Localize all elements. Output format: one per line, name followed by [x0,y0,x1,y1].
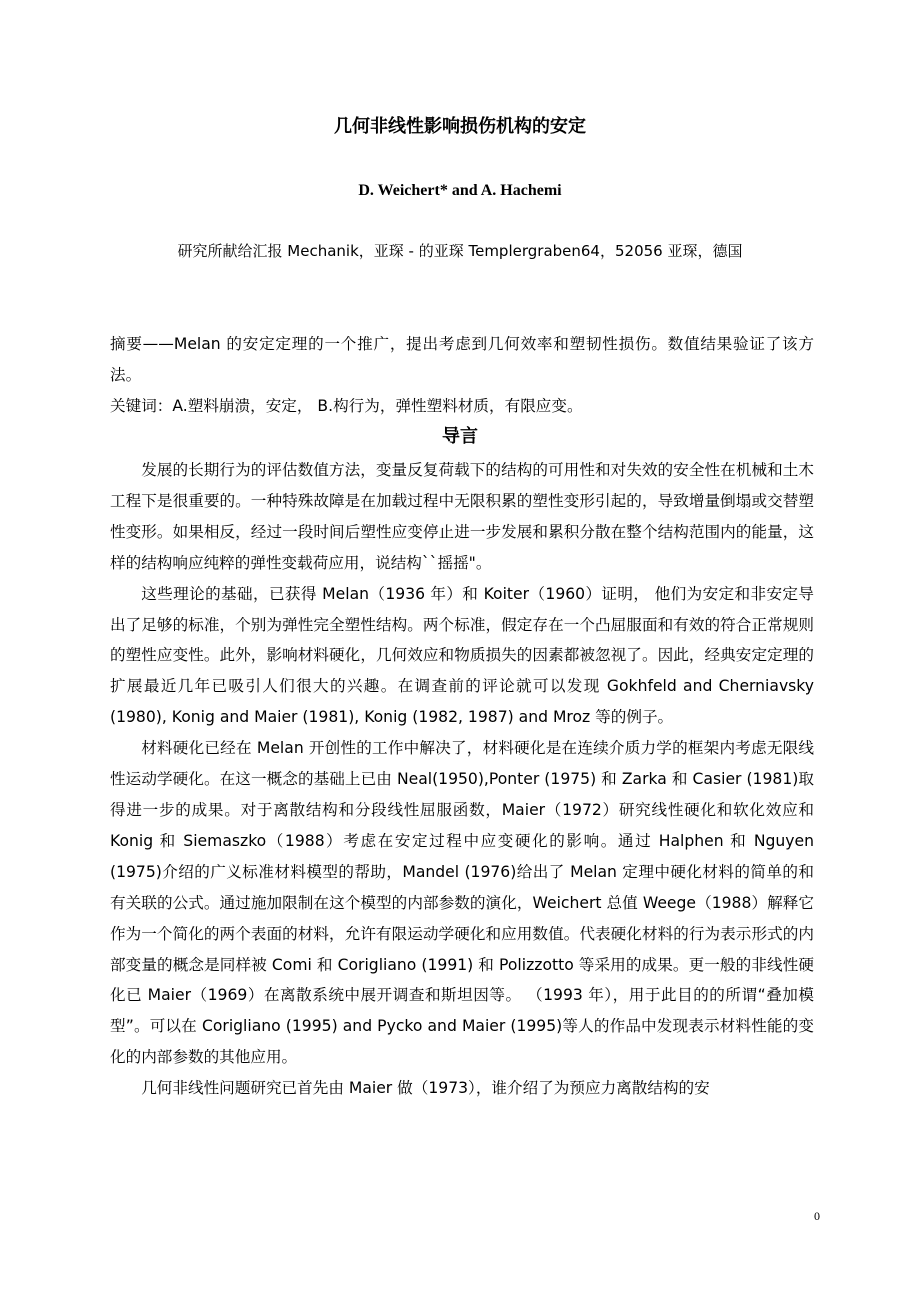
body-paragraph: 材料硬化已经在 Melan 开创性的工作中解决了，材料硬化是在连续介质力学的框架内考虑无限线性运动学硬化。在这一概念的基础上已由 Neal(1950),Ponter (1975) 和 Zarka 和 Casier (1981)取得进一步的成果。对于离散结构和分段线性屈服函数，Maier（1972）研究线性硬化和软化效应和 Konig 和 Siemaszko（1988）考虑在安定过程中应变硬化的影响。通过 Halphen 和 Nguyen (1975)介绍的广义标准材料模型的帮助，Mandel (1976)给出了 Melan 定理中硬化材料的简单的和有关联的公式。通过施加限制在这个模型的内部参数的演化，Weichert 总值 Weege（1988）解释它作为一个简化的两个表面的材料，允许有限运动学硬化和应用数值。代表硬化材料的行为表示形式的内部变量的概念是同样被 Comi 和 Corigliano (1991) 和 Polizzotto 等采用的成果。更一般的非线性硬化已 Maier（1969）在离散系统中展开调查和斯坦因等。 （1993 年），用于此目的的所谓“叠加模型”。可以在 Corigliano (1995) and Pycko and Maier (1995)等人的作品中发现表示材料性能的变化的内部参数的其他应用。 [110,739,814,1067]
page-number: 0 [814,1209,820,1223]
document-affiliation: 研究所献给汇报 Mechanik，亚琛 - 的亚琛 Templergraben64，52056 亚琛，德国 [177,242,743,260]
keywords-text: 关键词：A.塑料崩溃，安定， B.构行为，弹性塑料材质，有限应变。 [110,396,583,415]
introduction-body [110,455,814,1104]
document-title: 几何非线性影响损伤机构的安定 [334,116,586,137]
document-authors: D. Weichert* and A. Hachemi [358,182,562,199]
abstract-text: 摘要——Melan 的安定定理的一个推广，提出考虑到几何效率和塑韧性损伤。数值结果验证了该方法。 [110,335,814,384]
body-paragraph: 这些理论的基础，已获得 Melan（1936 年）和 Koiter（1960）证明， 他们为安定和非安定导出了足够的标准，个别为弹性完全塑性结构。两个标准，假定存在一个凸屈服面和有效的符合正常规则的塑性应变性。此外，影响材料硬化，几何效应和物质损失的因素都被忽视了。因此，经典安定定理的扩展最近几年已吸引人们很大的兴趣。在调查前的评论就可以发现 Gokhfeld and Cherniavsky (1980), Konig and Maier (1981), Konig (1982, 1987) and Mroz 等的例子。 [110,584,814,727]
body-paragraph: 几何非线性问题研究已首先由 Maier 做（1973），谁介绍了为预应力离散结构的安 [141,1079,710,1098]
section-heading-introduction: 导言 [442,426,478,447]
body-paragraph: 发展的长期行为的评估数值方法，变量反复荷载下的结构的可用性和对失效的安全性在机械和土木工程下是很重要的。一种特殊故障是在加载过程中无限积累的塑性变形引起的，导致增量倒塌或交替塑性变形。如果相反，经过一段时间后塑性应变停止进一步发展和累积分散在整个结构范围内的能量，这样的结构响应纯粹的弹性变载荷应用，说结构``摇摇"。 [110,461,814,572]
abstract-block [110,329,814,422]
